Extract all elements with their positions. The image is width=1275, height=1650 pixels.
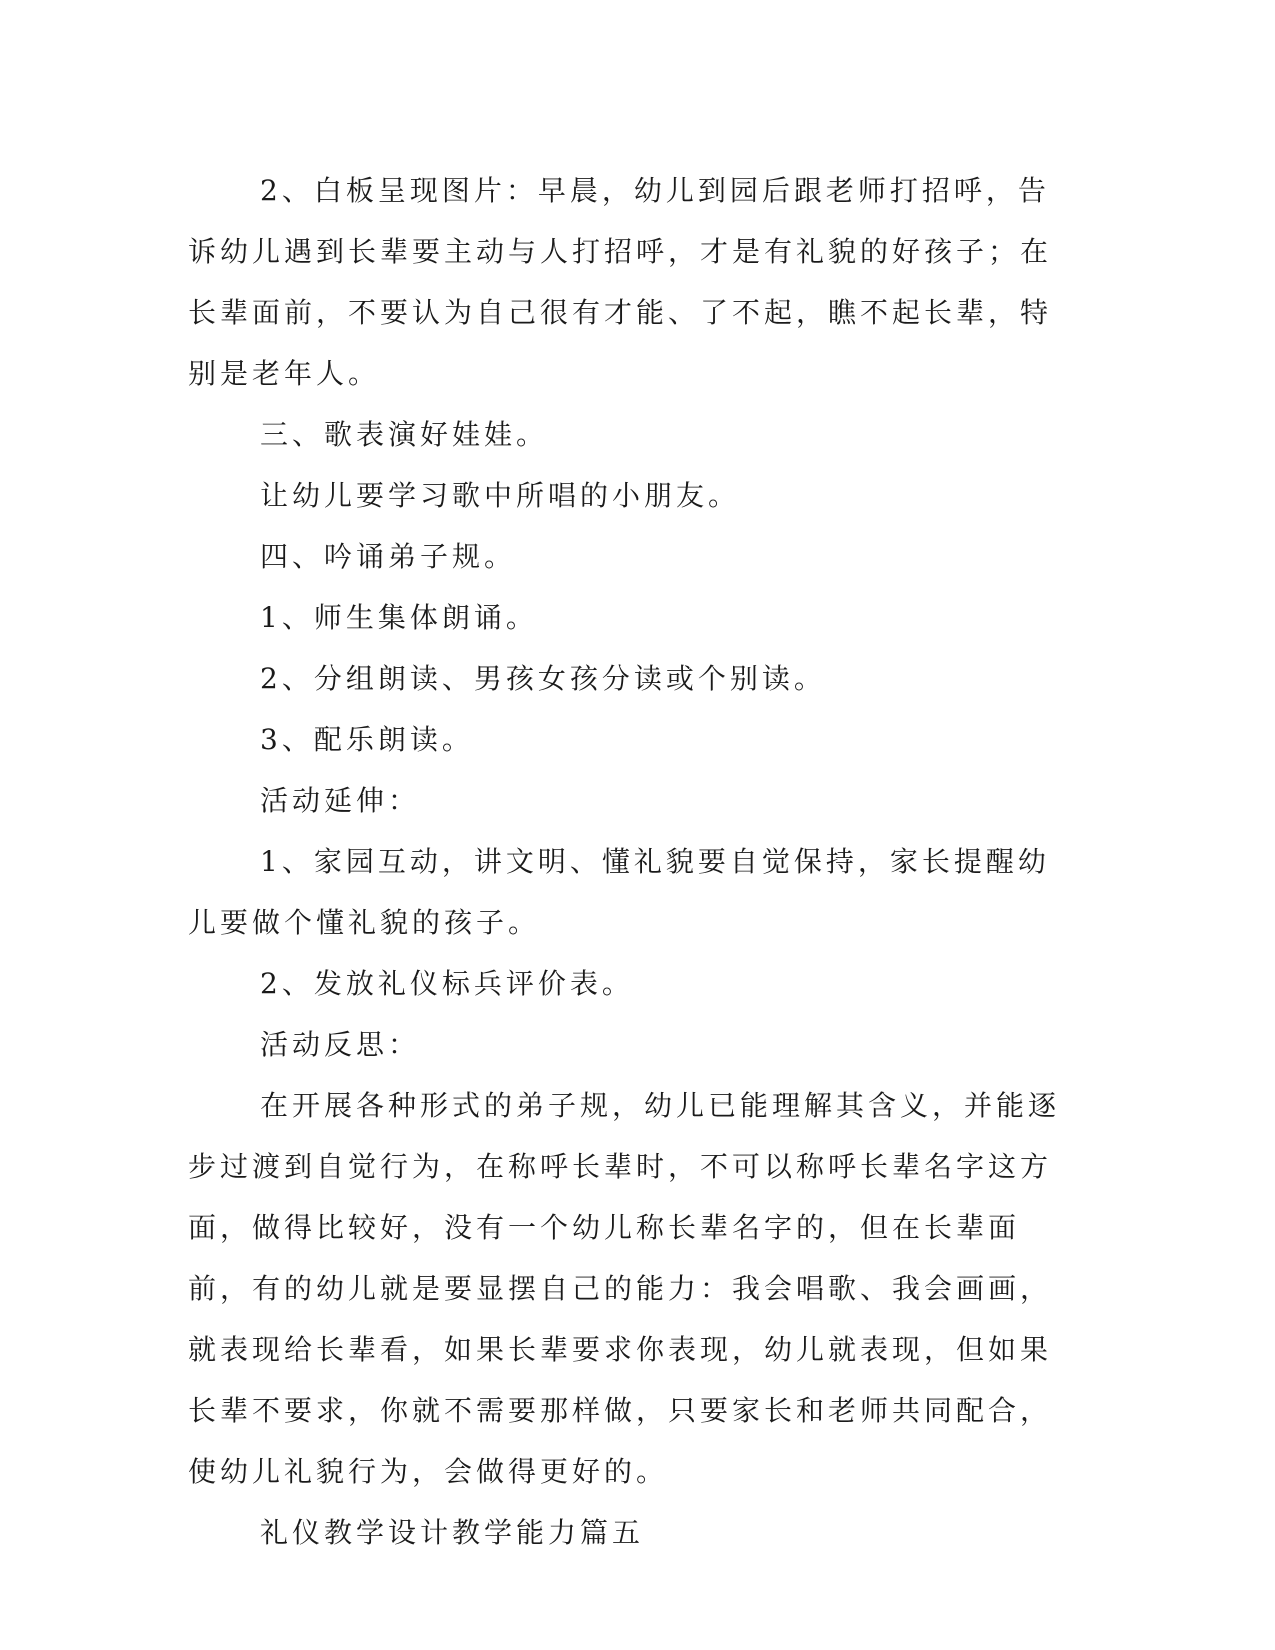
section-heading: 活动反思：	[260, 1028, 421, 1061]
paragraph: 2、白板呈现图片：早晨，幼儿到园后跟老师打招呼，告诉幼儿遇到长辈要主动与人打招呼，才是有礼貌的好孩子；在长辈面前，不要认为自己很有才能、了不起，瞧不起长辈，特别是老年人。	[188, 174, 1053, 390]
list-item: 3、配乐朗读。	[260, 723, 474, 756]
list-item: 1、家园互动，讲文明、懂礼貌要自觉保持，家长提醒幼儿要做个懂礼貌的孩子。	[188, 845, 1050, 939]
list-item: 1、师生集体朗诵。	[260, 601, 538, 634]
paragraph: 让幼儿要学习歌中所唱的小朋友。	[260, 479, 741, 512]
chapter-title: 礼仪教学设计教学能力篇五	[260, 1516, 645, 1549]
list-item: 2、分组朗读、男孩女孩分读或个别读。	[260, 662, 826, 695]
section-heading: 三、歌表演好娃娃。	[260, 418, 549, 451]
paragraph: 在开展各种形式的弟子规，幼儿已能理解其含义，并能逐步过渡到自觉行为，在称呼长辈时，不可以称呼长辈名字这方面，做得比较好，没有一个幼儿称长辈名字的，但在长辈面前，有的幼儿就是要显摆自己的能力：我会唱歌、我会画画，就表现给长辈看，如果长辈要求你表现，幼儿就表现，但如果长辈不要求，你就不需要那样做，只要家长和老师共同配合，使幼儿礼貌行为，会做得更好的。	[188, 1089, 1061, 1488]
document-body	[188, 160, 1068, 1563]
section-heading: 活动延伸：	[260, 784, 421, 817]
list-item: 2、发放礼仪标兵评价表。	[260, 967, 634, 1000]
section-heading: 四、吟诵弟子规。	[260, 540, 517, 573]
